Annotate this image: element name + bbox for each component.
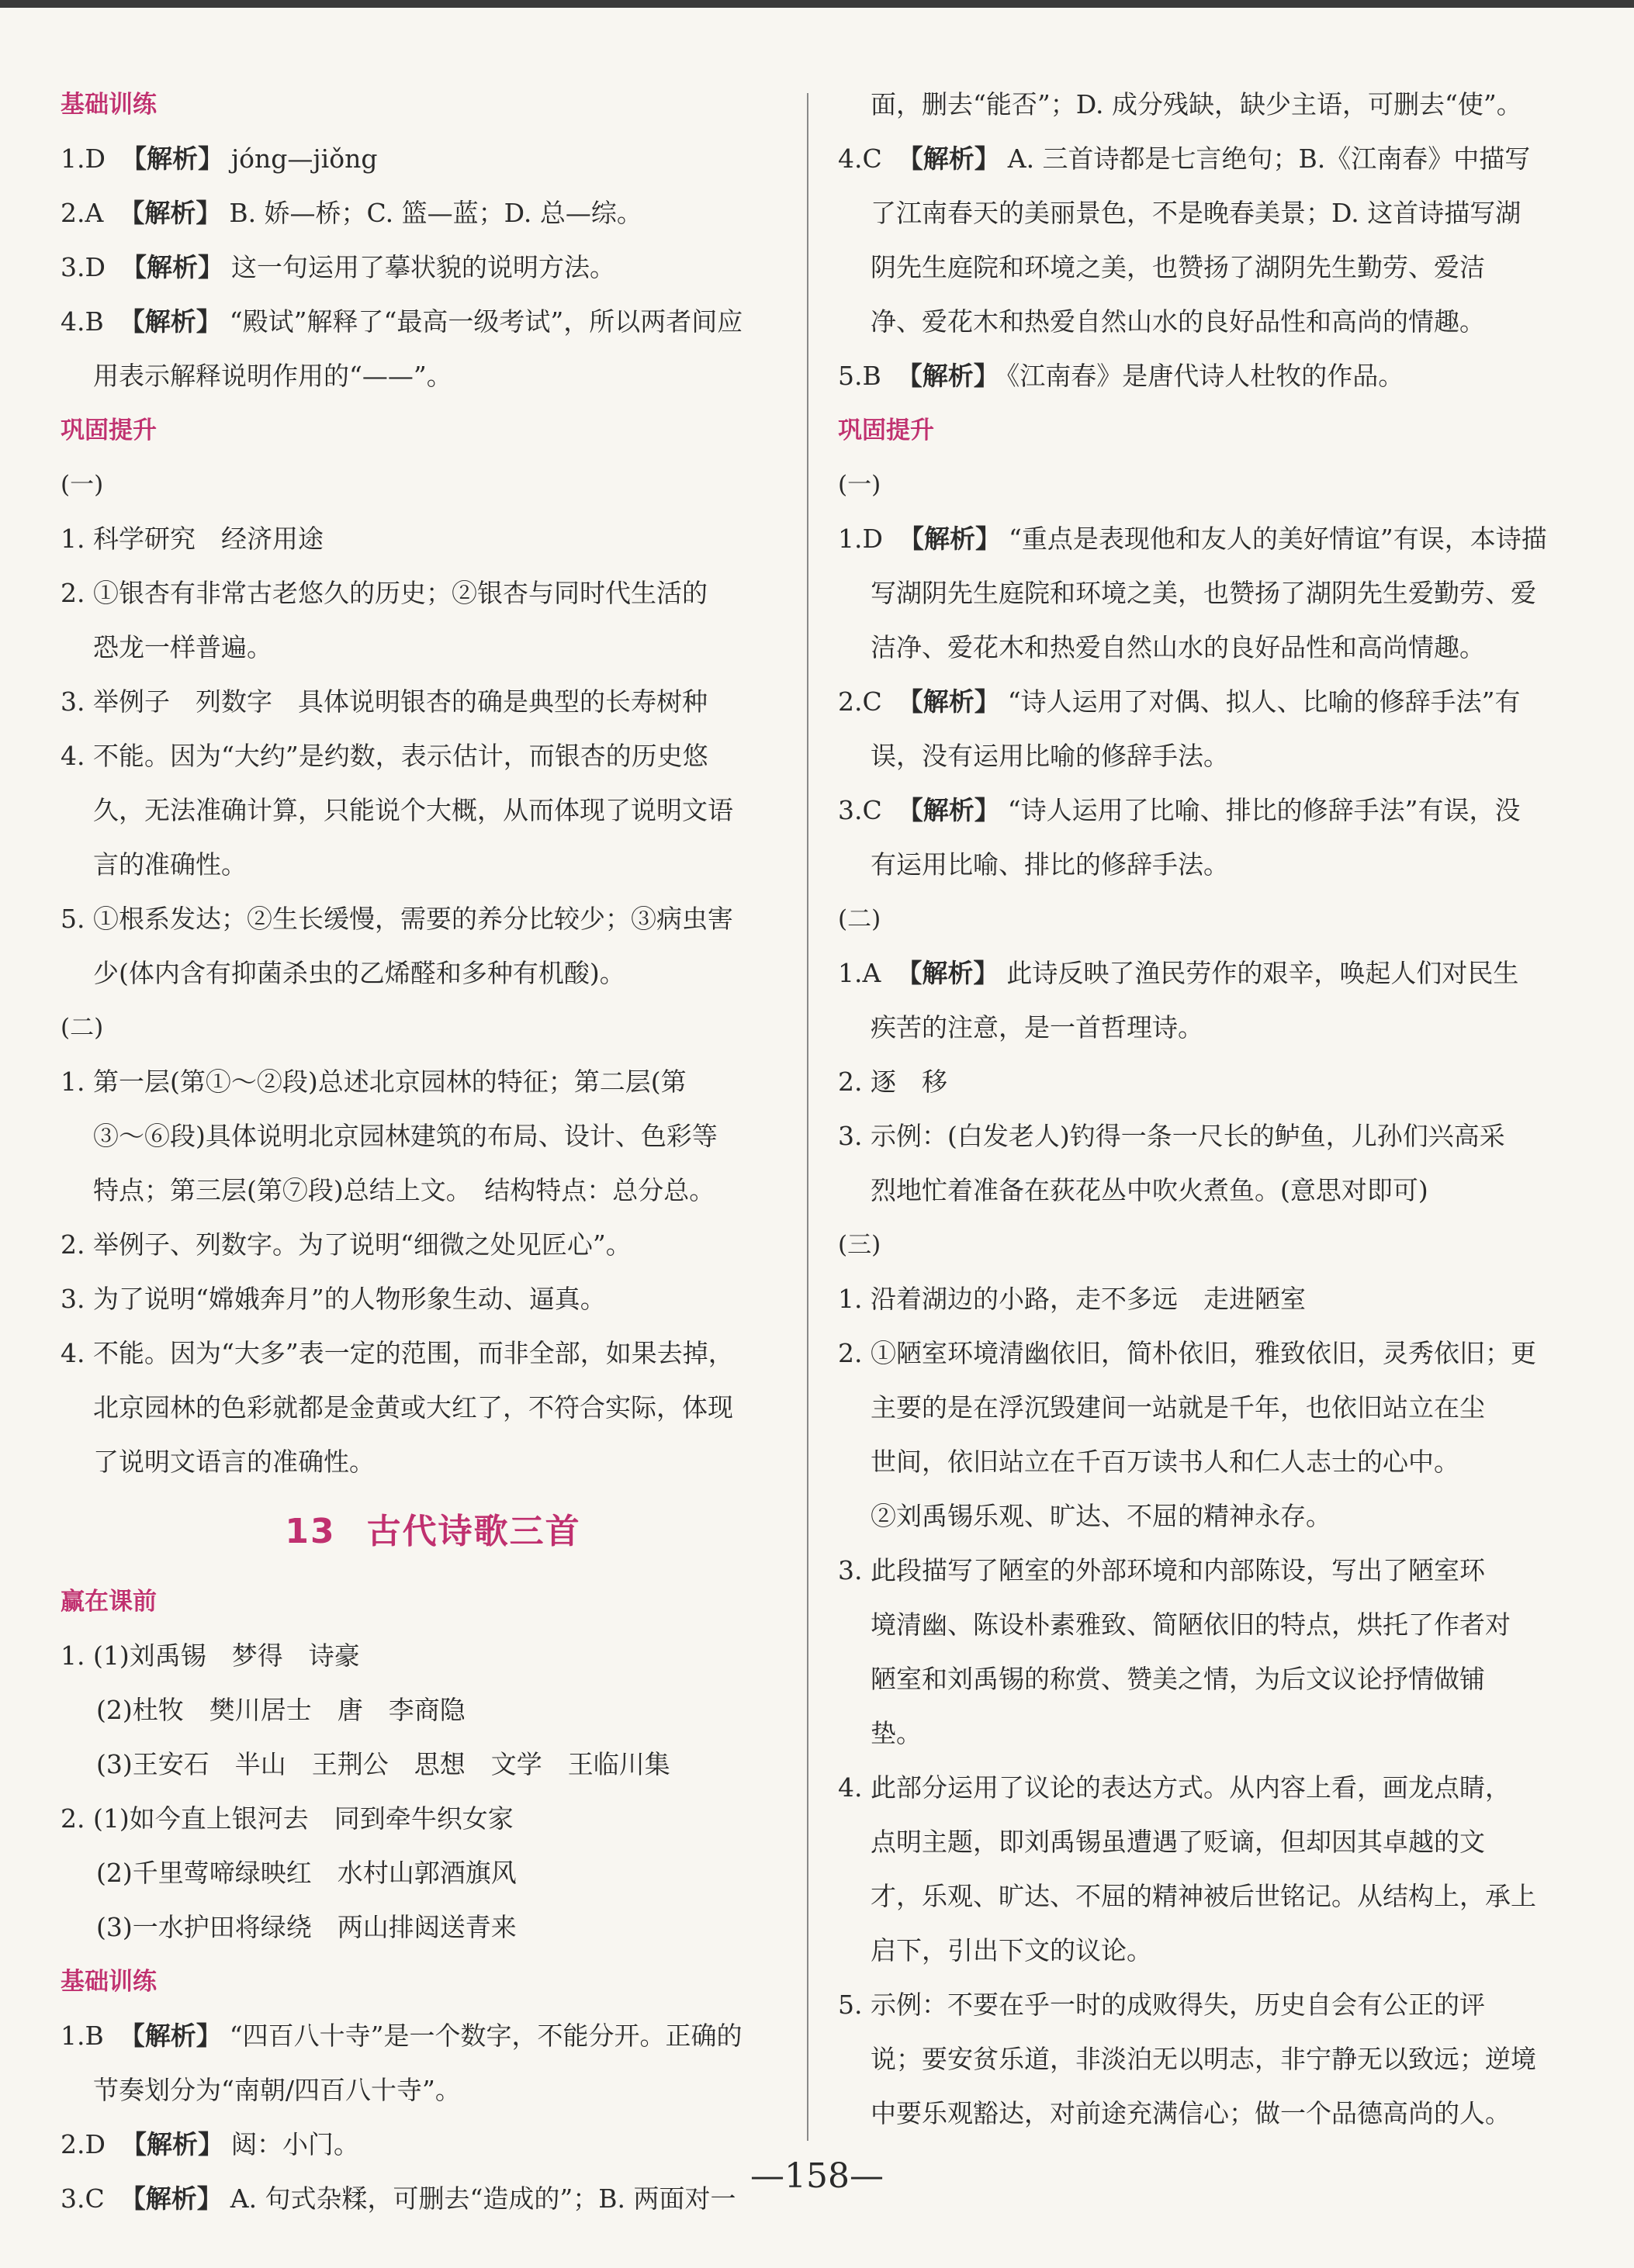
section-heading: 巩固提升 xyxy=(838,417,934,444)
answer-line: 陋室和刘禹锡的称赏、赞美之情，为后文议论抒情做铺 xyxy=(871,1664,1485,1694)
answer-line: 4.C 【解析】 A. 三首诗都是七言绝句；B.《江南春》中描写 xyxy=(838,143,1531,174)
answer-line: 有运用比喻、排比的修辞手法。 xyxy=(871,849,1229,880)
answer-line: 5. ①根系发达；②生长缓慢，需要的养分比较少；③病虫害 xyxy=(61,904,733,934)
analysis-tag: 【解析】 xyxy=(119,198,222,228)
answer-line: 用表示解释说明作用的“——”。 xyxy=(93,361,452,391)
answer-line: 特点；第三层(第⑦段)总结上文。 结构特点：总分总。 xyxy=(93,1175,715,1205)
answer-line: 写湖阴先生庭院和环境之美，也赞扬了湖阴先生爱勤劳、爱 xyxy=(871,578,1536,608)
analysis-tag: 【解析】 xyxy=(897,795,1000,825)
answer-line: 3.C 【解析】 “诗人运用了比喻、排比的修辞手法”有误，没 xyxy=(838,795,1521,825)
part-label: (一) xyxy=(838,471,881,499)
column-divider xyxy=(807,93,808,2141)
answer-line: 2. (1)如今直上银河去 同到牵牛织女家 xyxy=(61,1803,514,1834)
answer-line: 1. 沿着湖边的小路，走不多远 走进陋室 xyxy=(838,1284,1306,1314)
answer-line: 2.A 【解析】 B. 娇—桥；C. 篮—蓝；D. 总—综。 xyxy=(61,198,642,228)
answer-line: 才，乐观、旷达、不屈的精神被后世铭记。从结构上，承上 xyxy=(871,1881,1536,1911)
answer-line: 烈地忙着准备在荻花丛中吹火煮鱼。(意思对即可) xyxy=(871,1175,1428,1205)
answer-line: 了说明文语言的准确性。 xyxy=(93,1447,375,1477)
analysis-tag: 【解析】 xyxy=(119,306,222,337)
analysis-tag: 【解析】 xyxy=(896,958,999,988)
answer-line: 2. 逐 移 xyxy=(838,1067,947,1097)
answer-line: 3.D 【解析】 这一句运用了摹状貌的说明方法。 xyxy=(61,252,615,282)
answer-line: 2.D 【解析】 闼：小门。 xyxy=(61,2129,359,2159)
answer-line: 说；要安贫乐道，非淡泊无以明志，非宁静无以致远；逆境 xyxy=(871,2044,1536,2074)
analysis-tag: 【解析】 xyxy=(897,686,1000,717)
answer-line: 点明主题，即刘禹锡虽遭遇了贬谪，但却因其卓越的文 xyxy=(871,1827,1485,1857)
part-label: (二) xyxy=(61,1014,104,1042)
analysis-tag: 【解析】 xyxy=(120,143,223,174)
answer-line: 1.A 【解析】 此诗反映了渔民劳作的艰辛，唤起人们对民生 xyxy=(838,958,1519,988)
answer-line: (2)杜牧 樊川居士 唐 李商隐 xyxy=(96,1695,466,1725)
answer-line: 2. ①银杏有非常古老悠久的历史；②银杏与同时代生活的 xyxy=(61,578,708,608)
answer-line: 中要乐观豁达，对前途充满信心；做一个品德高尚的人。 xyxy=(871,2098,1511,2128)
answer-line: 净、爱花木和热爱自然山水的良好品性和高尚的情趣。 xyxy=(871,306,1485,337)
section-heading: 基础训练 xyxy=(61,1968,157,1996)
answer-line: 3. 举例子 列数字 具体说明银杏的确是典型的长寿树种 xyxy=(61,686,708,717)
answer-line: 5. 示例：不要在乎一时的成败得失，历史自会有公正的评 xyxy=(838,1990,1485,2020)
answer-line: 3. 为了说明“嫦娥奔月”的人物形象生动、逼真。 xyxy=(61,1284,606,1314)
answer-line: 2.C 【解析】 “诗人运用了对偶、拟人、比喻的修辞手法”有 xyxy=(838,686,1521,717)
answer-line: (3)一水护田将绿绕 两山排闼送青来 xyxy=(96,1912,517,1942)
answer-line: 面，删去“能否”；D. 成分残缺，缺少主语，可删去“使”。 xyxy=(871,89,1522,119)
chapter-number: 13 xyxy=(285,1512,336,1551)
section-heading: 赢在课前 xyxy=(61,1588,157,1616)
answer-line: 5.B 【解析】 《江南春》是唐代诗人杜牧的作品。 xyxy=(838,361,1404,391)
answer-line: 少(体内含有抑菌杀虫的乙烯醛和多种有机酸)。 xyxy=(93,958,625,988)
answer-line: 言的准确性。 xyxy=(93,849,247,880)
answer-line: 久，无法准确计算，只能说个大概，从而体现了说明文语 xyxy=(93,795,733,825)
answer-line: 了江南春天的美丽景色，不是晚春美景；D. 这首诗描写湖 xyxy=(871,198,1521,228)
analysis-tag: 【解析】 xyxy=(896,361,999,391)
answer-line: ③～⑥段)具体说明北京园林建筑的布局、设计、色彩等 xyxy=(93,1121,718,1151)
answer-line: 疾苦的注意，是一首哲理诗。 xyxy=(871,1012,1203,1042)
answer-line: 4. 不能。因为“大约”是约数，表示估计，而银杏的历史悠 xyxy=(61,741,708,771)
answer-line: 1.B 【解析】 “四百八十寺”是一个数字，不能分开。正确的 xyxy=(61,2021,743,2051)
answer-line: 2. 举例子、列数字。为了说明“细微之处见匠心”。 xyxy=(61,1229,632,1260)
answer-line: 1. (1)刘禹锡 梦得 诗豪 xyxy=(61,1640,360,1671)
section-heading: 基础训练 xyxy=(61,91,157,119)
answer-line: 洁净、爱花木和热爱自然山水的良好品性和高尚情趣。 xyxy=(871,632,1485,662)
answer-line: 1. 第一层(第①～②段)总述北京园林的特征；第二层(第 xyxy=(61,1067,687,1097)
answer-line: 4. 不能。因为“大多”表一定的范围，而非全部，如果去掉， xyxy=(61,1338,734,1368)
right-column xyxy=(838,78,1583,2141)
analysis-tag: 【解析】 xyxy=(120,252,223,282)
analysis-tag: 【解析】 xyxy=(120,2129,223,2159)
answer-line: 主要的是在浮沉毁建间一站就是千年，也依旧站立在尘 xyxy=(871,1392,1485,1423)
answer-line: 1.D 【解析】 “重点是表现他和友人的美好情谊”有误，本诗描 xyxy=(838,524,1547,554)
answer-line: 1. 科学研究 经济用途 xyxy=(61,524,324,554)
answer-line: 北京园林的色彩就都是金黄或大红了，不符合实际，体现 xyxy=(93,1392,733,1423)
part-label: (一) xyxy=(61,471,104,499)
answer-line: 2. ①陋室环境清幽依旧，简朴依旧，雅致依旧，灵秀依旧；更 xyxy=(838,1338,1536,1368)
answer-line: (3)王安石 半山 王荆公 思想 文学 王临川集 xyxy=(96,1749,670,1779)
analysis-tag: 【解析】 xyxy=(897,143,1000,174)
part-label: (二) xyxy=(838,905,881,933)
answer-line: 3. 示例：(白发老人)钓得一条一尺长的鲈鱼，儿孙们兴高采 xyxy=(838,1121,1505,1151)
analysis-tag: 【解析】 xyxy=(119,2183,223,2214)
section-heading: 巩固提升 xyxy=(61,417,157,444)
page-number: —158— xyxy=(750,2156,884,2196)
answer-line: 垫。 xyxy=(871,1718,922,1748)
answer-line: 3.C 【解析】 A. 句式杂糅，可删去“造成的”；B. 两面对一 xyxy=(61,2183,736,2214)
answer-line: 恐龙一样普遍。 xyxy=(93,632,272,662)
answer-line: 世间，依旧站立在千百万读书人和仁人志士的心中。 xyxy=(871,1447,1459,1477)
answer-line: 误，没有运用比喻的修辞手法。 xyxy=(871,741,1229,771)
answer-line: 1.D 【解析】 jóng—jiǒng xyxy=(61,143,378,174)
analysis-tag: 【解析】 xyxy=(119,2021,222,2051)
answer-line: 3. 此段描写了陋室的外部环境和内部陈设，写出了陋室环 xyxy=(838,1555,1485,1585)
top-border xyxy=(0,0,1634,8)
answer-line: 4.B 【解析】 “殿试”解释了“最高一级考试”，所以两者间应 xyxy=(61,306,743,337)
answer-line: 节奏划分为“南朝/四百八十寺”。 xyxy=(93,2075,461,2105)
analysis-tag: 【解析】 xyxy=(898,524,1001,554)
answer-line: 启下，引出下文的议论。 xyxy=(871,1935,1152,1965)
answer-line: (2)千里莺啼绿映红 水村山郭酒旗风 xyxy=(96,1858,517,1888)
part-label: (三) xyxy=(838,1231,881,1259)
left-column xyxy=(61,78,805,2226)
answer-line: 阴先生庭院和环境之美，也赞扬了湖阴先生勤劳、爱洁 xyxy=(871,252,1485,282)
answer-line: 境清幽、陈设朴素雅致、简陋依旧的特点，烘托了作者对 xyxy=(871,1609,1511,1640)
answer-line: 4. 此部分运用了议论的表达方式。从内容上看，画龙点睛， xyxy=(838,1772,1511,1803)
chapter-title: 13 古代诗歌三首 xyxy=(285,1512,581,1551)
answer-line: ②刘禹锡乐观、旷达、不屈的精神永存。 xyxy=(871,1501,1331,1531)
